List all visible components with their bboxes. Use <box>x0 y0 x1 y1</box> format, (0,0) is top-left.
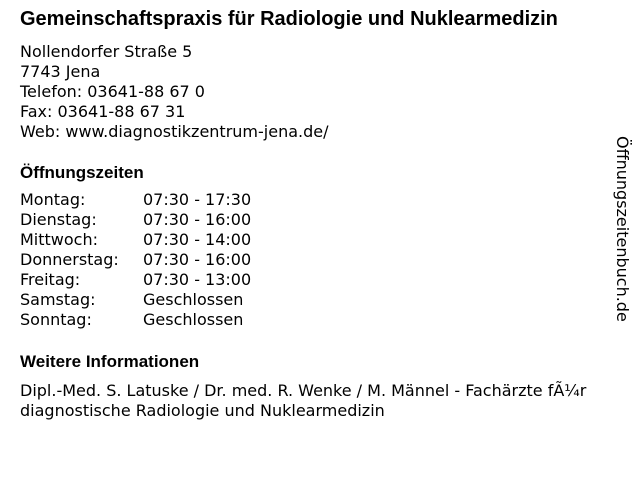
hours-value: 07:30 - 16:00 <box>143 210 252 229</box>
street-address: Nollendorfer Straße 5 <box>20 42 193 61</box>
city: 7743 Jena <box>20 62 101 81</box>
website-link[interactable]: Web: www.diagnostikzentrum-jena.de/ <box>20 122 329 141</box>
hours-value: Geschlossen <box>143 310 244 329</box>
hours-row-saturday <box>20 290 614 310</box>
hours-row-wednesday <box>20 230 614 250</box>
hours-row-sunday <box>20 310 614 330</box>
hours-value: 07:30 - 14:00 <box>143 230 252 249</box>
phone-number: Telefon: 03641-88 67 0 <box>20 82 205 101</box>
fax-number: Fax: 03641-88 67 31 <box>20 102 186 121</box>
day-label: Sonntag: <box>20 310 92 329</box>
hours-value: 07:30 - 17:30 <box>143 190 252 209</box>
hours-row-thursday <box>20 250 614 270</box>
day-label: Samstag: <box>20 290 96 309</box>
day-label: Montag: <box>20 190 86 209</box>
day-label: Donnerstag: <box>20 250 119 269</box>
hours-row-tuesday <box>20 210 614 230</box>
day-label: Freitag: <box>20 270 81 289</box>
hours-row-monday <box>20 190 614 210</box>
opening-hours-table <box>20 190 614 330</box>
more-info-text: Dipl.-Med. S. Latuske / Dr. med. R. Wenke / M. Männel - Fachärzte fÃ¼r diagnostische Radiologie und Nuklearmedizin <box>20 381 587 420</box>
brand-watermark: Öffnungszeitenbuch.de <box>613 136 632 322</box>
hours-row-friday <box>20 270 614 290</box>
day-label: Mittwoch: <box>20 230 98 249</box>
practice-name: Gemeinschaftspraxis für Radiologie und Nuklearmedizin <box>20 8 558 30</box>
more-info-heading: Weitere Informationen <box>20 352 200 371</box>
day-label: Dienstag: <box>20 210 97 229</box>
hours-value: 07:30 - 16:00 <box>143 250 252 269</box>
opening-hours-heading: Öffnungszeiten <box>20 163 144 182</box>
contact-block <box>20 42 614 142</box>
practice-card <box>20 8 614 421</box>
hours-value: Geschlossen <box>143 290 244 309</box>
hours-value: 07:30 - 13:00 <box>143 270 252 289</box>
